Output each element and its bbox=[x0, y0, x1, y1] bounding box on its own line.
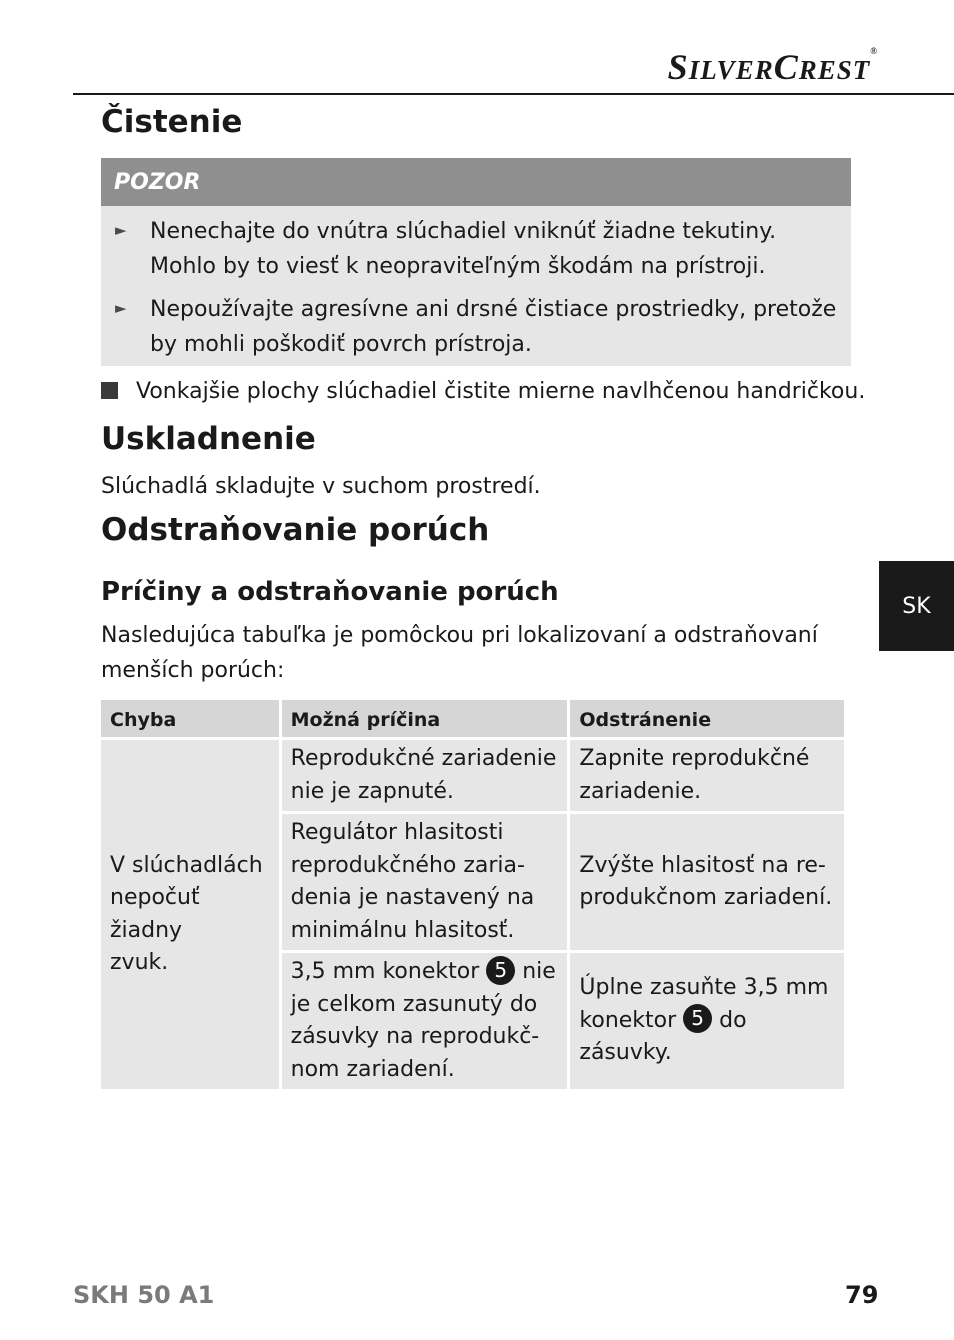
square-bullet-icon bbox=[101, 382, 118, 399]
fault-cell: V slúchadlách nepočuť žiadny zvuk. bbox=[101, 740, 279, 1089]
section-title-cleaning: Čistenie bbox=[101, 104, 243, 140]
arrow-bullet-icon: ► bbox=[115, 299, 127, 317]
cleaning-step: Vonkajšie plochy slúchadiel čistite mierne navlhčenou handričkou. bbox=[136, 379, 866, 404]
table-header-row bbox=[101, 700, 844, 737]
warning-label: POZOR bbox=[101, 158, 851, 206]
part-number-icon: 5 bbox=[683, 1004, 712, 1033]
column-header-remedy: Odstránenie bbox=[570, 700, 844, 737]
page-number: 79 bbox=[845, 1281, 879, 1309]
storage-text: Slúchadlá skladujte v suchom prostredí. bbox=[101, 474, 541, 499]
language-tab: SK bbox=[879, 561, 954, 651]
section-title-troubleshooting: Odstraňovanie porúch bbox=[101, 512, 490, 548]
part-number-icon: 5 bbox=[486, 956, 515, 985]
cause-cell: 3,5 mm konektor 5 nie je celkom zasunutý do zásuvky na reprodukč- nom zariadení. bbox=[282, 953, 568, 1089]
cause-cell: Regulátor hlasitosti reprodukčného zaria- denia je nastavený na minimálnu hlasitosť. bbox=[282, 814, 568, 950]
subsection-title: Príčiny a odstraňovanie porúch bbox=[101, 577, 559, 607]
troubleshooting-table bbox=[98, 697, 847, 1092]
remedy-cell: Úplne zasuňte 3,5 mm konektor 5 do zásuvky. bbox=[570, 953, 844, 1089]
table-row bbox=[101, 740, 844, 811]
section-title-storage: Uskladnenie bbox=[101, 421, 316, 457]
column-header-fault: Chyba bbox=[101, 700, 279, 737]
warning-item: Nepoužívajte agresívne ani drsné čistiace prostriedky, pretože by mohli poškodiť povrch prístroja. bbox=[150, 297, 837, 357]
troubleshooting-intro: Nasledujúca tabuľka je pomôckou pri lokalizovaní a odstraňovaní menších porúch: bbox=[101, 623, 818, 683]
header-rule bbox=[73, 93, 954, 95]
arrow-bullet-icon: ► bbox=[115, 221, 127, 239]
footer-model: SKH 50 A1 bbox=[73, 1281, 215, 1309]
cause-cell: Reprodukčné zariadenie nie je zapnuté. bbox=[282, 740, 568, 811]
warning-item: Nenechajte do vnútra slúchadiel vniknúť žiadne tekutiny. Mohlo by to viesť k neopraviteľným škodám na prístroji. bbox=[150, 219, 777, 279]
brand-logo: SILVERCREST® bbox=[667, 46, 878, 87]
warning-box bbox=[101, 158, 851, 366]
column-header-cause: Možná príčina bbox=[282, 700, 568, 737]
remedy-cell: Zvýšte hlasitosť na re- produkčnom zariadení. bbox=[570, 814, 844, 950]
remedy-cell: Zapnite reprodukčné zariadenie. bbox=[570, 740, 844, 811]
